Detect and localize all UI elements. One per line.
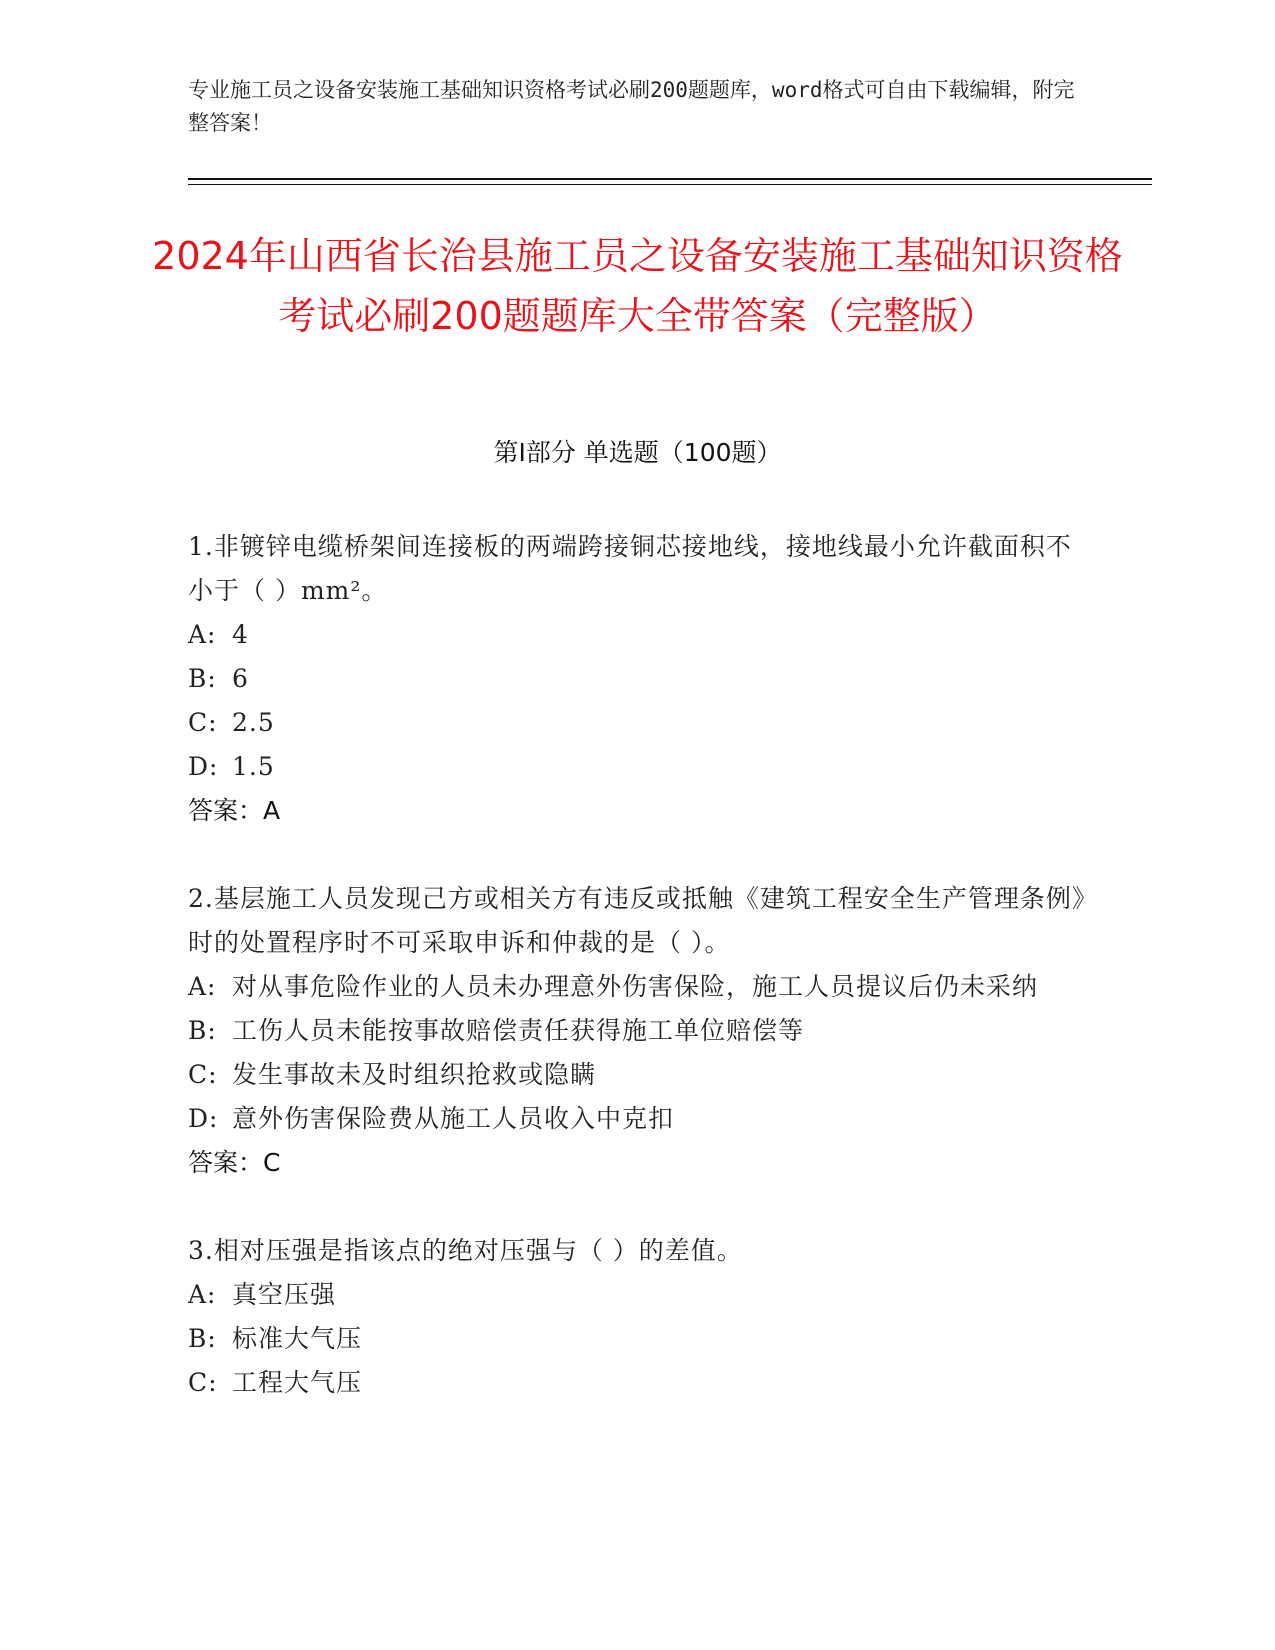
option-d (188, 745, 1088, 789)
option-text: 工伤人员未能按事故赔偿责任获得施工单位赔偿等 (232, 1016, 805, 1045)
option-key: A: (188, 620, 217, 649)
option-key: D: (188, 752, 219, 781)
option-b (188, 657, 1088, 701)
question-stem: 2.基层施工人员发现己方或相关方有违反或抵触《建筑工程安全生产管理条例》时的处置程序时不可采取申诉和仲裁的是（ ）。 (188, 884, 1086, 957)
option-text: 意外伤害保险费从施工人员收入中克扣 (232, 1104, 675, 1133)
option-c (188, 701, 1088, 745)
option-key: C: (188, 708, 218, 737)
header-divider-thick (188, 178, 1152, 180)
option-key: B: (188, 1016, 217, 1045)
option-key: C: (188, 1060, 218, 1089)
option-key: C: (188, 1368, 218, 1397)
option-d (188, 1097, 1088, 1141)
option-a (188, 1273, 1088, 1317)
option-text: 工程大气压 (232, 1368, 363, 1397)
option-b (188, 1009, 1088, 1053)
option-c (188, 1053, 1088, 1097)
option-text: 1.5 (232, 752, 275, 781)
option-c (188, 1361, 1088, 1405)
option-text: 发生事故未及时组织抢救或隐瞒 (232, 1060, 597, 1089)
option-text: 标准大气压 (232, 1324, 363, 1353)
option-text: 2.5 (232, 708, 275, 737)
question-2 (188, 877, 1088, 1185)
option-key: A: (188, 972, 217, 1001)
question-stem: 1.非镀锌电缆桥架间连接板的两端跨接铜芯接地线，接地线最小允许截面积不小于（ ）mm²。 (188, 532, 1072, 605)
option-key: B: (188, 664, 217, 693)
option-text: 4 (232, 620, 249, 649)
answer-line: 答案：A (188, 796, 281, 825)
document-title: 2024年山西省长治县施工员之设备安装施工基础知识资格考试必刷200题题库大全带答案（完整版） (152, 234, 1123, 338)
section-heading: 第Ⅰ部分 单选题（100题） (493, 438, 782, 467)
option-b (188, 1317, 1088, 1361)
answer-line: 答案：C (188, 1148, 281, 1177)
header-note: 专业施工员之设备安装施工基础知识资格考试必刷200题题库，word格式可自由下载编辑，附完整答案！ (188, 78, 1075, 135)
option-key: A: (188, 1280, 217, 1309)
option-a (188, 965, 1088, 1009)
option-text: 对从事危险作业的人员未办理意外伤害保险，施工人员提议后仍未采纳 (232, 972, 1039, 1001)
option-key: D: (188, 1104, 219, 1133)
option-text: 6 (232, 664, 249, 693)
option-a (188, 613, 1088, 657)
option-key: B: (188, 1324, 217, 1353)
question-list (188, 525, 1088, 1449)
question-stem: 3.相对压强是指该点的绝对压强与（ ）的差值。 (188, 1236, 743, 1265)
option-text: 真空压强 (232, 1280, 337, 1309)
question-1 (188, 525, 1088, 833)
question-3 (188, 1229, 1088, 1405)
header-divider-thin (188, 184, 1152, 185)
